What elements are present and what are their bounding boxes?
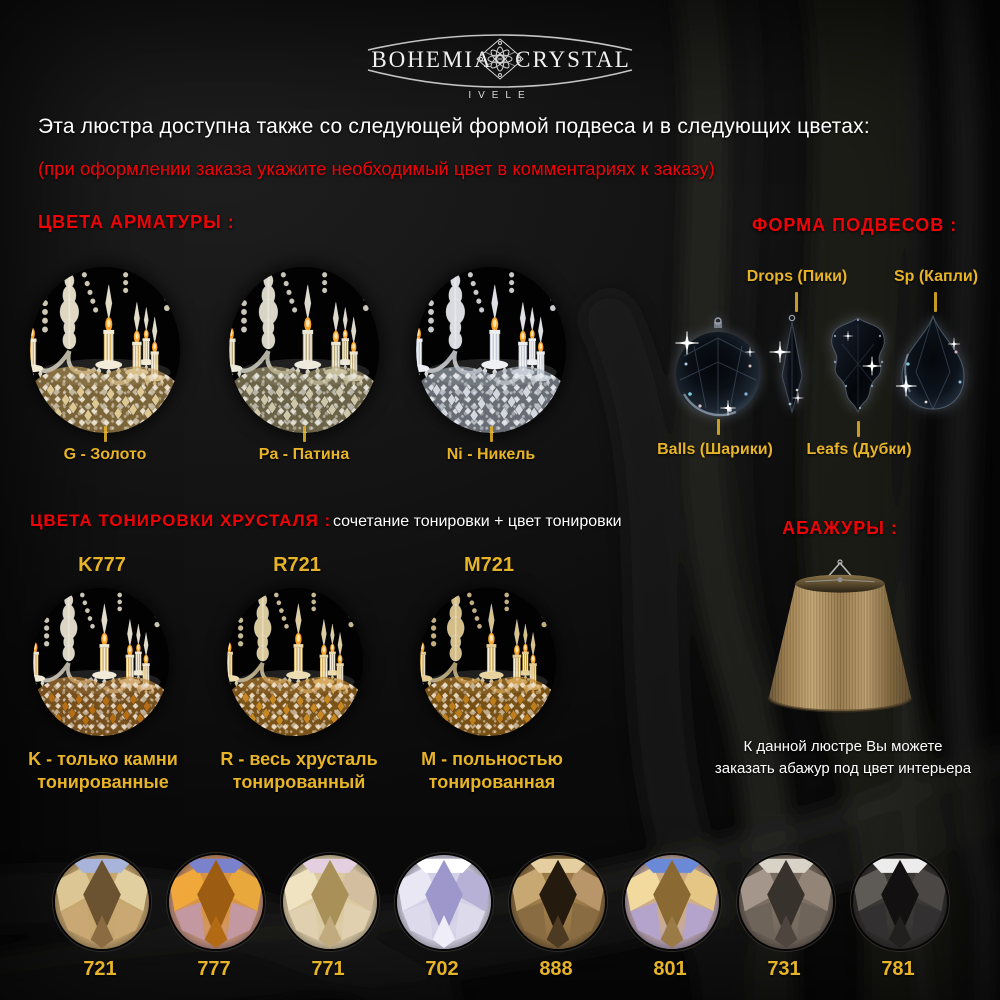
section-title-pendants: ФОРМА ПОДВЕСОВ :	[752, 215, 958, 235]
pointer-tick	[104, 426, 107, 442]
armature-photo-nickel	[416, 267, 566, 433]
brand-name-left: BOHEMIA	[371, 47, 493, 72]
section-title-tinting: ЦВЕТА ТОНИРОВКИ ХРУСТАЛЯ :	[30, 511, 332, 530]
pendant-label-balls: Balls (Шарики)	[657, 441, 773, 458]
caption-line: тонированные	[37, 772, 169, 792]
swatch-code: 721	[83, 958, 117, 980]
drops-pendant-icon	[768, 312, 816, 416]
caption-line: тонированный	[232, 772, 366, 792]
tinting-code-m721: M721	[463, 554, 515, 576]
swatch-photo-721	[53, 853, 151, 951]
tinting-caption-r	[220, 748, 377, 794]
tinting-photo-m721	[420, 588, 556, 736]
lampshade-image	[766, 556, 914, 714]
swatch-photo-771	[281, 853, 379, 951]
tinting-caption-k	[28, 748, 178, 794]
brand-name-right: CRYSTAL	[515, 47, 631, 72]
order-note: (при оформлении заказа укажите необходимый цвет в комментариях к заказу)	[38, 158, 715, 179]
caption-line: К данной люстре Вы можете	[743, 738, 943, 755]
armature-label-gold: G - Золото	[63, 446, 147, 463]
brand-logo	[360, 14, 640, 106]
swatch-code: 731	[767, 958, 801, 980]
swatch-photo-888	[509, 853, 607, 951]
tinting-caption-m	[421, 748, 563, 794]
pointer-tick	[303, 426, 306, 442]
swatch-code: 702	[425, 958, 459, 980]
pendant-label-drops: Drops (Пики)	[746, 268, 848, 285]
caption-line: заказать абажур под цвет интерьера	[714, 760, 972, 777]
section-title-armature: ЦВЕТА АРМАТУРЫ :	[38, 212, 235, 232]
pointer-tick	[490, 426, 493, 442]
swatch-photo-777	[167, 853, 265, 951]
tinting-photo-r721	[227, 588, 363, 736]
ball-pendant-icon	[670, 316, 766, 420]
pointer-tick	[717, 419, 720, 435]
swatch-photo-781	[851, 853, 949, 951]
swatch-code: 777	[197, 958, 231, 980]
armature-label-nickel: Ni - Никель	[446, 446, 536, 463]
tinting-photo-k777	[33, 588, 169, 736]
swatch-code: 781	[881, 958, 915, 980]
swatch-photo-731	[737, 853, 835, 951]
swatch-code: 801	[653, 958, 687, 980]
brand-subtitle: IVELE	[468, 90, 532, 101]
tinting-code-k777: K777	[78, 554, 126, 576]
swatch-code: 888	[539, 958, 573, 980]
swatch-code: 771	[311, 958, 345, 980]
lampshade-caption	[715, 736, 971, 780]
pendant-label-sp: Sp (Капли)	[893, 268, 979, 285]
pointer-tick	[934, 292, 937, 312]
pendant-label-leafs: Leafs (Дубки)	[806, 441, 912, 458]
intro-line: Эта люстра доступна также со следующей формой подвеса и в следующих цветах:	[38, 115, 870, 138]
section-title-lampshades: АБАЖУРЫ :	[782, 518, 898, 538]
armature-photo-patina	[229, 267, 379, 433]
sp-pendant-icon	[896, 312, 970, 416]
armature-label-patina: Pa - Патина	[258, 446, 350, 463]
caption-line: тонированная	[428, 772, 556, 792]
caption-line: R - весь хрусталь	[220, 749, 378, 769]
armature-photo-gold	[30, 267, 180, 433]
pointer-tick	[857, 421, 860, 437]
tinting-code-r721: R721	[273, 554, 321, 576]
swatch-photo-801	[623, 853, 721, 951]
pointer-tick	[795, 292, 798, 312]
caption-line: M - польностью	[421, 749, 563, 769]
caption-line: K - только камни	[28, 749, 178, 769]
tinting-subtitle: сочетание тонировки + цвет тонировки	[333, 513, 622, 530]
leafs-pendant-icon	[822, 314, 894, 418]
swatch-photo-702	[395, 853, 493, 951]
